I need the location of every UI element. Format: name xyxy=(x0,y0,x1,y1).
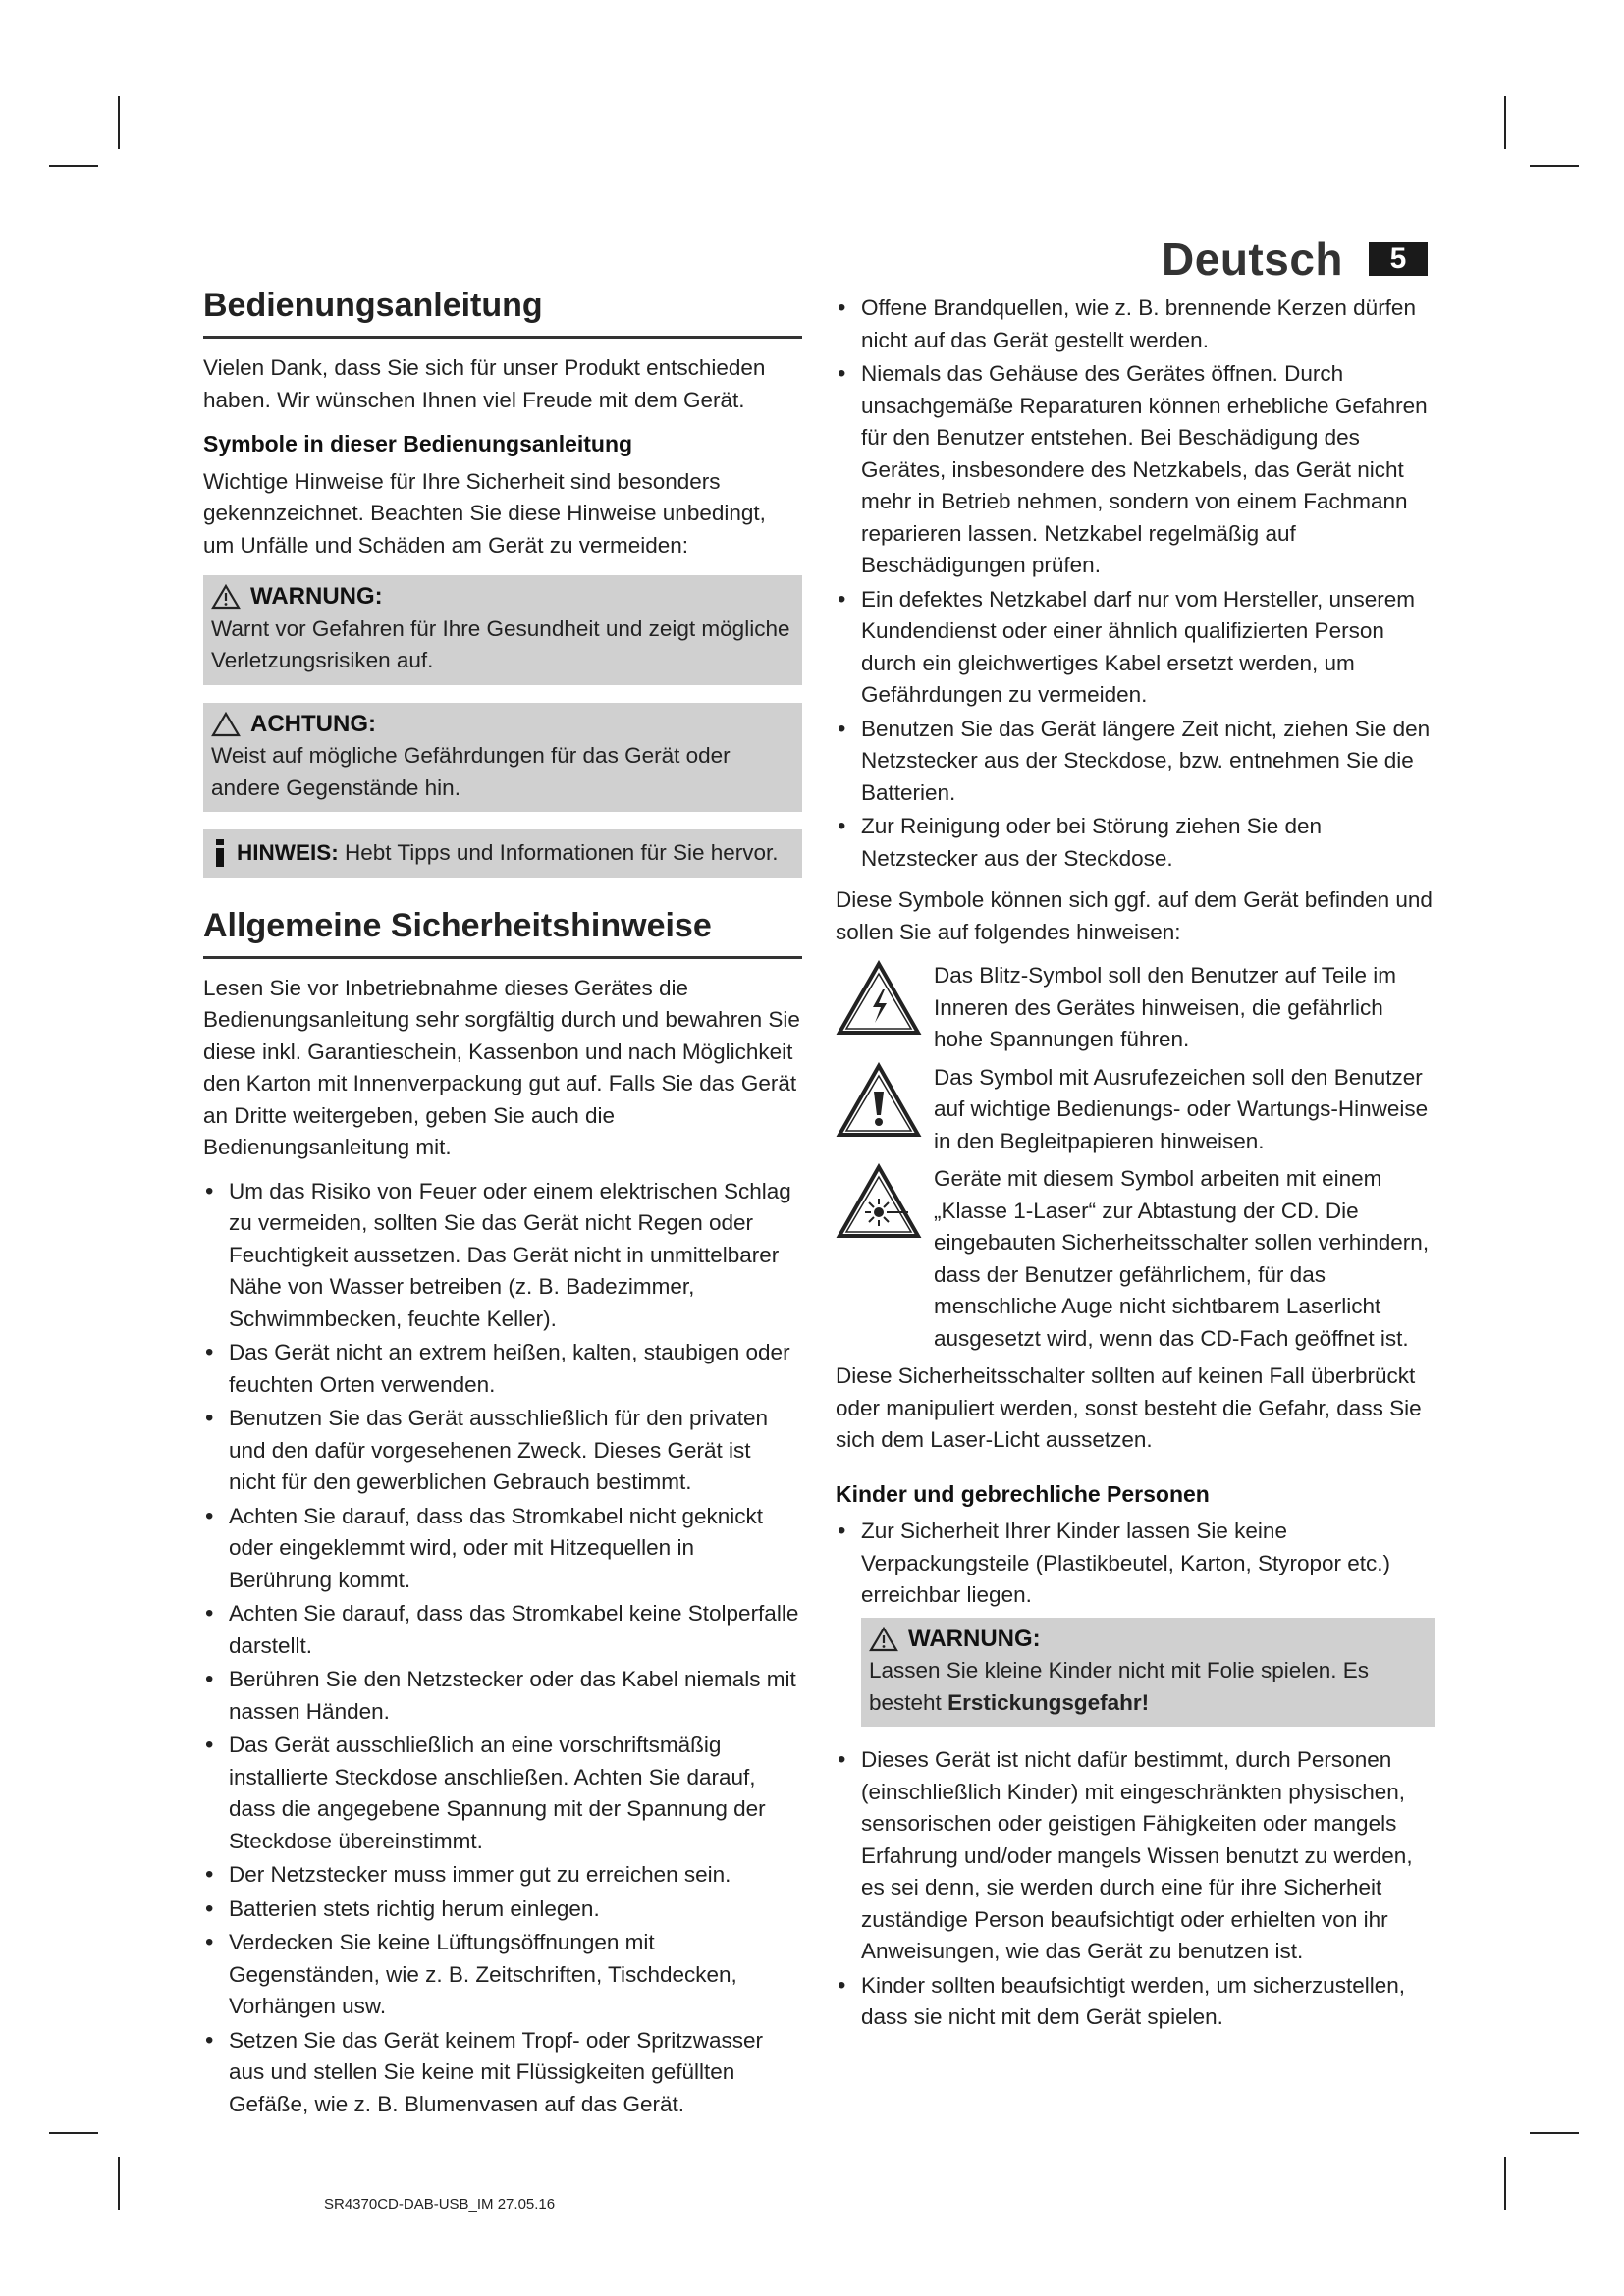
symbols-heading: Symbole in dieser Bedienungsanleitung xyxy=(203,431,633,456)
crop-mark xyxy=(1504,96,1506,149)
safety-intro: Lesen Sie vor Inbetriebnahme dieses Gerätes die Bedienungsanleitung sehr sorgfältig durch und bewahren Sie diese inkl. Garantieschein, Kassenbon und nach Möglichkeit den Karton mit Innenverpackung gut auf. Falls Sie das Gerät an Dritte weitergeben, geben Sie auch die Bedienungsanleitung mit. xyxy=(203,975,800,1159)
laser-note: Diese Sicherheitsschalter sollten auf keinen Fall überbrückt oder manipuliert werden, sonst besteht die Gefahr, dass Sie sich dem Laser-Licht aussetzen. xyxy=(836,1363,1422,1452)
list-item: • Kinder sollten beaufsichtigt werden, um sicherzustellen, dass sie nicht mit dem Gerät spielen. xyxy=(836,1970,1435,2034)
list-item: • Ein defektes Netzkabel darf nur vom Hersteller, unserem Kundendienst oder einer ähnlich qualifizierten Person durch ein gleichwertiges Kabel ersetzt werden, um Gefährdungen zu vermeiden. xyxy=(836,584,1435,712)
laser-symbol-row xyxy=(836,1163,1435,1355)
safety-list-left xyxy=(203,1176,802,2121)
list-item: • Zur Reinigung oder bei Störung ziehen Sie den Netzstecker aus der Steckdose. xyxy=(836,811,1435,875)
hint-label: HINWEIS: xyxy=(237,840,339,865)
list-item: • Verdecken Sie keine Lüftungsöffnungen mit Gegenständen, wie z. B. Zeitschriften, Tischdecken, Vorhängen usw. xyxy=(203,1927,802,2023)
caution-triangle-icon xyxy=(211,712,241,737)
lightning-symbol-text: Das Blitz-Symbol soll den Benutzer auf Teile im Inneren des Gerätes hinweisen, die gefährlich hohe Spannungen führen. xyxy=(934,963,1397,1051)
crop-mark xyxy=(118,2157,120,2210)
child-warning-body: Lassen Sie kleine Kinder nicht mit Folie spielen. Es besteht xyxy=(869,1658,1370,1715)
safety-list-right xyxy=(836,293,1435,875)
list-item: • Offene Brandquellen, wie z. B. brennende Kerzen dürfen nicht auf das Gerät gestellt werden. xyxy=(836,293,1435,356)
child-warning-title-row xyxy=(869,1624,1427,1656)
page-header xyxy=(1162,233,1428,286)
exclamation-symbol-text: Das Symbol mit Ausrufezeichen soll den Benutzer auf wichtige Bedienungs- oder Wartungs-Hinweise in den Begleitpapieren hinweisen. xyxy=(934,1064,1429,1153)
hint-box xyxy=(203,829,802,878)
warning-text: Warnt vor Gefahren für Ihre Gesundheit und zeigt mögliche Verletzungsrisiken auf. xyxy=(211,615,790,672)
caution-title-row xyxy=(211,709,794,741)
right-column xyxy=(836,293,1435,2044)
warning-triangle-icon xyxy=(211,584,241,610)
footer-code: SR4370CD-DAB-USB_IM 27.05.16 xyxy=(324,2196,556,2213)
list-item: • Batterien stets richtig herum einlegen. xyxy=(203,1894,802,1926)
list-item: • Achten Sie darauf, dass das Stromkabel keine Stolperfalle darstellt. xyxy=(203,1598,802,1662)
caution-text: Weist auf mögliche Gefährdungen für das Gerät oder andere Gegenstände hin. xyxy=(211,743,731,800)
page-number: 5 xyxy=(1369,242,1428,276)
children-list-1 xyxy=(836,1516,1435,1612)
children-heading: Kinder und gebrechliche Personen xyxy=(836,1480,1210,1507)
child-warning-box xyxy=(861,1618,1435,1728)
caution-title: ACHTUNG: xyxy=(250,710,376,737)
crop-mark xyxy=(1530,165,1579,167)
warning-box xyxy=(203,575,802,685)
list-item: • Der Netzstecker muss immer gut zu erreichen sein. xyxy=(203,1859,802,1892)
exclamation-warning-icon xyxy=(836,1062,922,1139)
list-item: • Berühren Sie den Netzstecker oder das Kabel niemals mit nassen Händen. xyxy=(203,1664,802,1728)
crop-mark xyxy=(1530,2132,1579,2134)
warning-title-row xyxy=(211,581,794,614)
warning-title: WARNUNG: xyxy=(250,583,383,610)
list-item: • Niemals das Gehäuse des Gerätes öffnen. Durch unsachgemäße Reparaturen können erhebliche Gefahren für den Benutzer entstehen. Bei Beschädigung des Gerätes, insbesondere des Netzkabels, das Gerät nicht mehr in Betrieb nehmen, sondern von einem Fachmann reparieren lassen. Netzkabel regelmäßig auf Beschädigungen prüfen. xyxy=(836,358,1435,582)
list-item: • Benutzen Sie das Gerät ausschließlich für den privaten und den dafür vorgesehenen Zweck. Dieses Gerät ist nicht für den gewerblichen Gebrauch bestimmt. xyxy=(203,1403,802,1499)
hint-text: Hebt Tipps und Informationen für Sie hervor. xyxy=(345,840,779,865)
list-item: • Das Gerät ausschließlich an eine vorschriftsmäßig installierte Steckdose anschließen. Achten Sie darauf, dass die angegebene Spannung mit der Spannung der Steckdose übereinstimmt. xyxy=(203,1730,802,1857)
list-item: • Setzen Sie das Gerät keinem Tropf- oder Spritzwasser aus und stellen Sie keine mit Flüssigkeiten gefüllten Gefäße, wie z. B. Blumenvasen auf das Gerät. xyxy=(203,2025,802,2121)
crop-mark xyxy=(118,96,120,149)
child-warning-bold: Erstickungsgefahr! xyxy=(947,1689,1150,1715)
child-warning-text xyxy=(869,1655,1427,1719)
symbols-text: Wichtige Hinweise für Ihre Sicherheit sind besonders gekennzeichnet. Beachten Sie diese Hinweise unbedingt, um Unfälle und Schäden am Gerät zu vermeiden: xyxy=(203,468,766,558)
caution-box xyxy=(203,703,802,813)
list-item: • Zur Sicherheit Ihrer Kinder lassen Sie keine Verpackungsteile (Plastikbeutel, Karton, Styropor etc.) erreichbar liegen. xyxy=(836,1516,1435,1612)
info-icon xyxy=(213,839,227,867)
children-list-2 xyxy=(836,1744,1435,2034)
crop-mark xyxy=(1504,2157,1506,2210)
left-column xyxy=(203,285,802,2130)
crop-mark xyxy=(49,165,98,167)
list-item: • Das Gerät nicht an extrem heißen, kalten, staubigen oder feuchten Orten verwenden. xyxy=(203,1337,802,1401)
laser-symbol-text: Geräte mit diesem Symbol arbeiten mit einem „Klasse 1-Laser“ zur Abtastung der CD. Die eingebauten Sicherheitsschalter sollen verhindern, dass der Benutzer gefährlichem, für das menschliche Auge nicht sichtbarem Laserlicht ausgesetzt wird, wenn das CD-Fach geöffnet ist. xyxy=(934,1166,1430,1351)
warning-triangle-icon xyxy=(869,1627,898,1652)
language-label: Deutsch xyxy=(1162,234,1343,285)
section-title-manual: Bedienungsanleitung xyxy=(203,285,802,339)
section-title-safety: Allgemeine Sicherheitshinweise xyxy=(203,905,802,959)
lightning-warning-icon xyxy=(836,960,922,1037)
symbols-intro: Diese Symbole können sich ggf. auf dem Gerät befinden und sollen Sie auf folgendes hinweisen: xyxy=(836,887,1433,944)
laser-warning-icon xyxy=(836,1163,922,1240)
list-item: • Dieses Gerät ist nicht dafür bestimmt, durch Personen (einschließlich Kinder) mit eingeschränkten physischen, sensorischen oder geistigen Fähigkeiten oder mangels Erfahrung und/oder mangels Wissen benutzt zu werden, es sei denn, sie werden durch eine für ihre Sicherheit zuständige Person beaufsichtigt oder erhielten von ihr Anweisungen, wie das Gerät zu benutzen ist. xyxy=(836,1744,1435,1968)
exclamation-symbol-row xyxy=(836,1062,1435,1158)
lightning-symbol-row xyxy=(836,960,1435,1056)
intro-text: Vielen Dank, dass Sie sich für unser Produkt entschieden haben. Wir wünschen Ihnen viel Freude mit dem Gerät. xyxy=(203,355,766,412)
list-item: • Um das Risiko von Feuer oder einem elektrischen Schlag zu vermeiden, sollten Sie das Gerät nicht Regen oder Feuchtigkeit aussetzen. Das Gerät nicht in unmittelbarer Nähe von Wasser betreiben (z. B. Badezimmer, Schwimmbecken, feuchte Keller). xyxy=(203,1176,802,1336)
list-item: • Benutzen Sie das Gerät längere Zeit nicht, ziehen Sie den Netzstecker aus der Steckdose, bzw. entnehmen Sie die Batterien. xyxy=(836,714,1435,810)
child-warning-title: WARNUNG: xyxy=(908,1625,1041,1652)
crop-mark xyxy=(49,2132,98,2134)
list-item: • Achten Sie darauf, dass das Stromkabel nicht geknickt oder eingeklemmt wird, oder mit Hitzequellen in Berührung kommt. xyxy=(203,1501,802,1597)
